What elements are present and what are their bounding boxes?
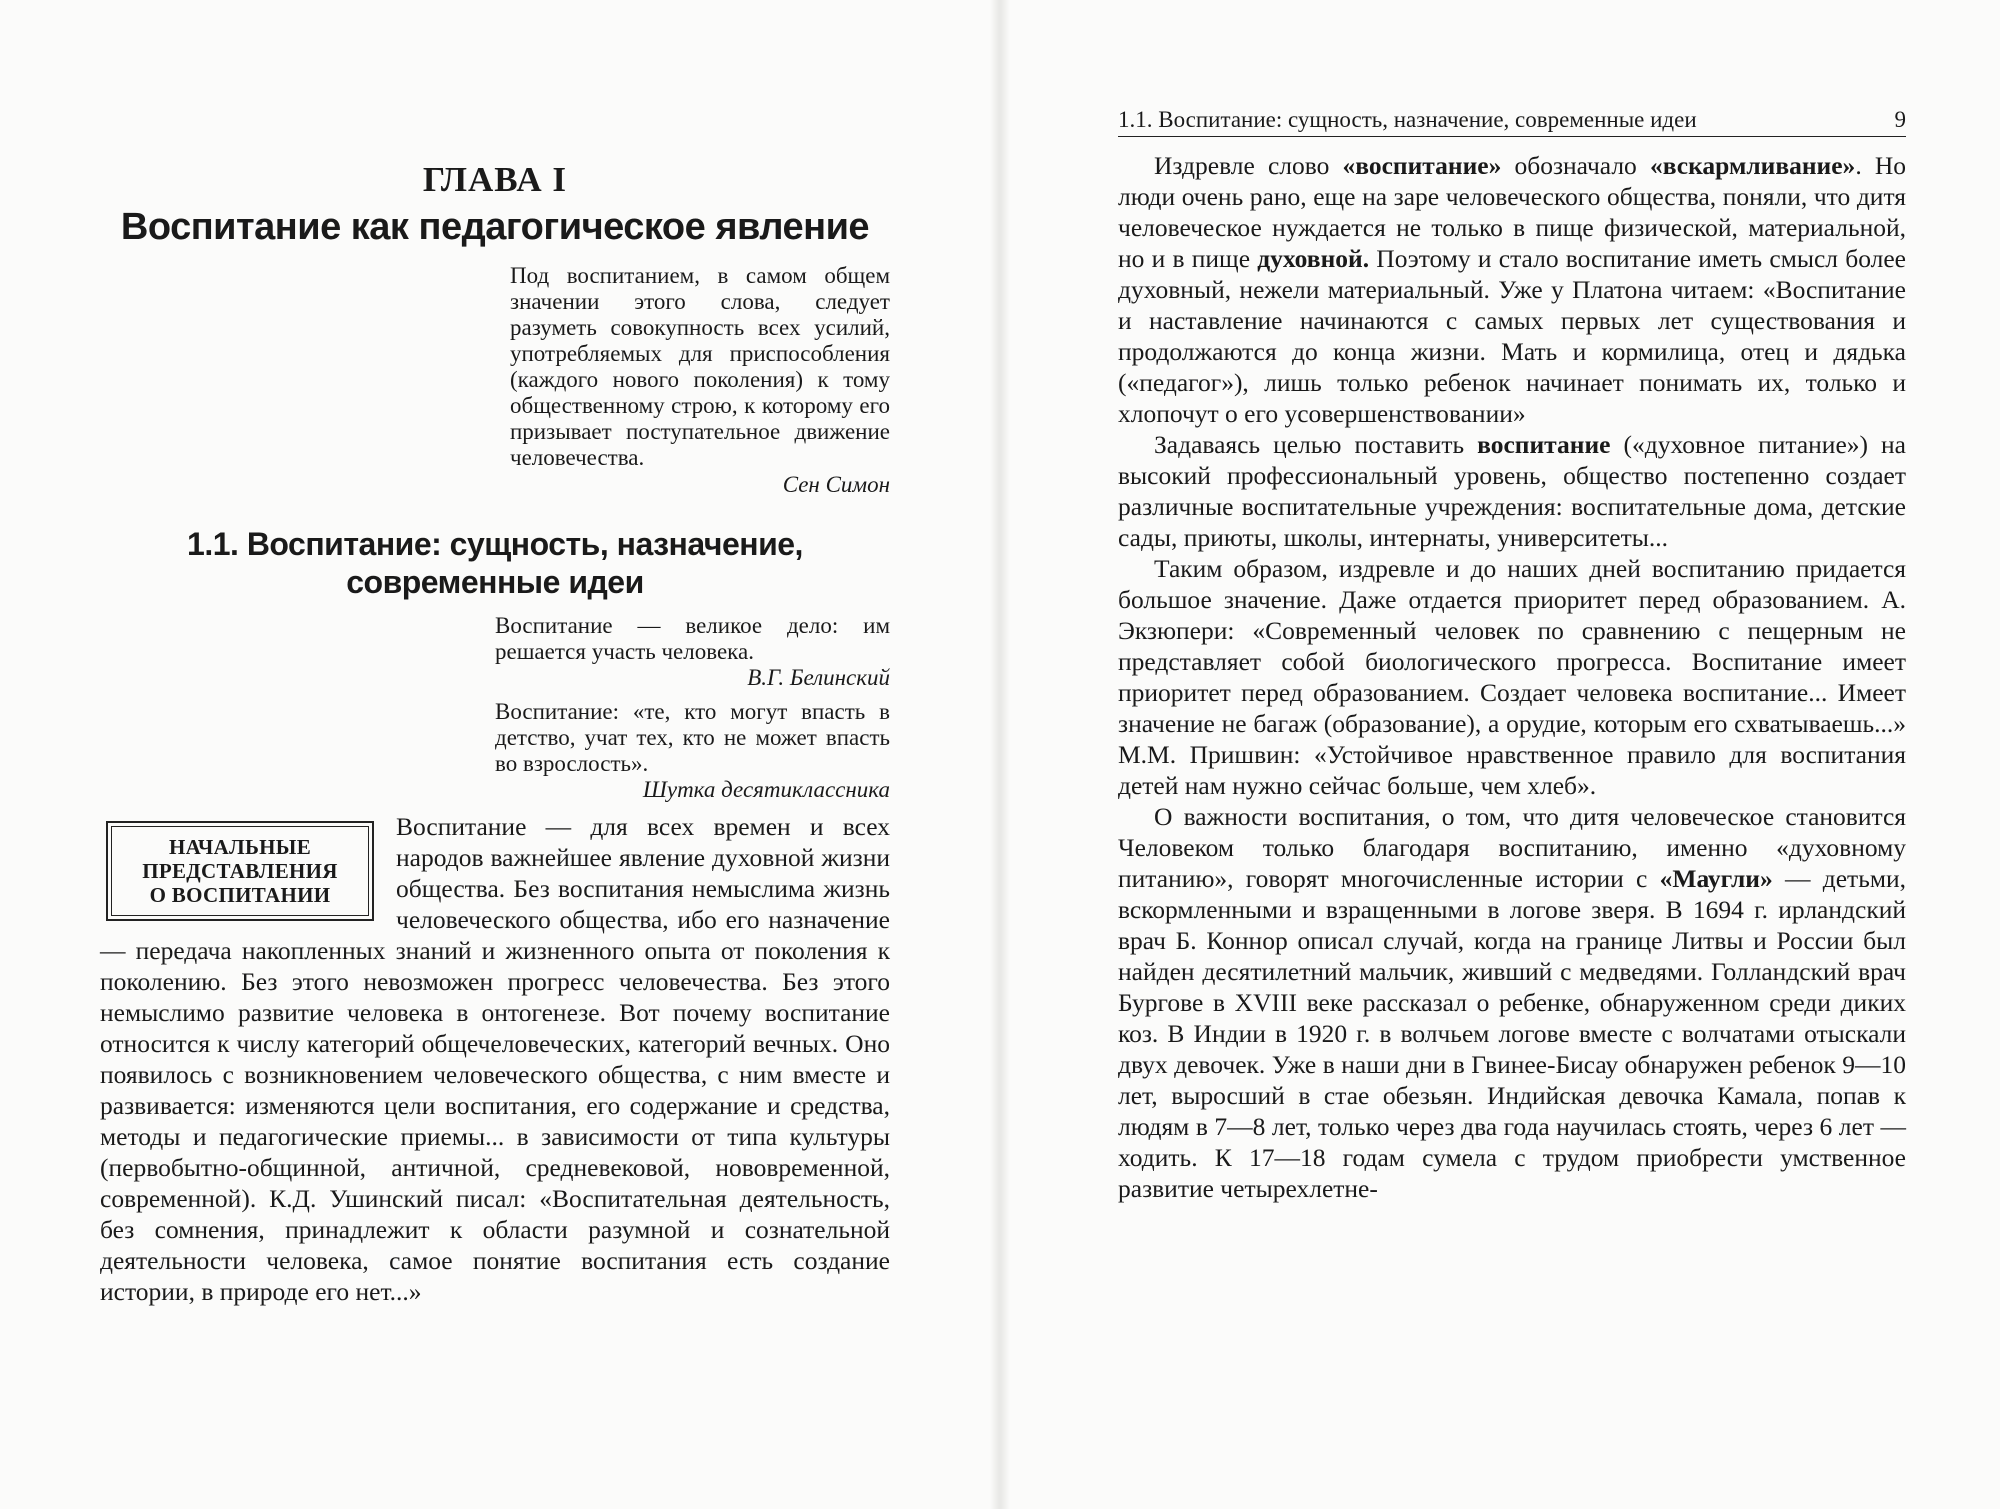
text-run: обозначало [1501,151,1650,180]
quote-author: В.Г. Белинский [747,665,890,690]
paragraph-3: Таким образом, издревле и до наших дней воспитанию придается большое значение. Даже отдается приоритет перед образованием. А. Экзюпери: «Современный человек по сравнению с пещерным не представляет собой биологического прогресса. Воспитание имеет приоритет перед образованием. Создает человека воспитание... Имеет значение не багаж (образование), а орудие, которым его схватываешь...» М.М. Пришвин: «Устойчивое нравственное правило для воспитания детей нам нужно сейчас больше, чем хлеб». [1118,554,1906,800]
paragraph-2 [1118,429,1906,553]
epigraph-text: Под воспитанием, в самом общем значении этого слова, следует разуметь совокупность всех усилий, употребляемых для приспособления (каждого нового поколения) к тому общественному строю, к которому его призывает поступательное движение человечества. [510,263,890,470]
margin-heading-line2: ПРЕДСТАВЛЕНИЯ [142,859,338,883]
paragraph-1 [1118,150,1906,429]
quote-text: Воспитание: «те, кто могут впасть в детство, учат тех, кто не может впасть во взрослость». [495,699,890,776]
bold-term: духовной. [1257,244,1370,273]
text-run: О важности воспитания, о том, что дитя человеческое становится Человеком только благодаря воспитанию, именно «духовному питанию», говорят многочисленные истории с [1118,802,1906,893]
section-title-line1: 1.1. Воспитание: сущность, назначение, [187,526,803,562]
left-body-text [100,811,890,1307]
running-head [1118,106,1906,137]
quote-text: Воспитание — великое дело: им решается участь человека. [495,613,890,664]
margin-heading-line3: О ВОСПИТАНИИ [149,883,331,907]
section-title [100,525,890,601]
epigraph-author: Сен Симон [782,472,890,497]
quote-belinsky [495,613,890,691]
margin-heading-line1: НАЧАЛЬНЫЕ [168,835,312,859]
page-number: 9 [1894,107,1906,132]
text-run: Издревле слово [1154,151,1343,180]
chapter-epigraph [510,263,890,499]
running-head-title: 1.1. Воспитание: сущность, назначение, современные идеи [1118,107,1697,132]
margin-heading-box [106,821,374,921]
text-run: Поэтому и стало воспитание иметь смысл более духовный, нежели материальный. Уже у Платона читаем: «Воспитание и наставление начинаются с самых первых лет существования и продолжаются до конца жизни. Мать и кормилица, отец и дядька («педагог»), лишь только ребенок начинает понимать их, только и хлопочут о его усовершенствовании» [1118,244,1906,428]
quote-joke [495,699,890,803]
book-gutter [990,0,1010,1509]
bold-term: воспитание [1477,430,1611,459]
text-run: — детьми, вскормленными и взращенными в логове зверя. В 1694 г. ирландский врач Б. Коннор описал случай, когда на границе Литвы и России был найден десятилетний мальчик, живший с медведями. Голландский врач Бургове в XVIII веке рассказал о ребенке, обнаруженном среди диких коз. В Индии в 1920 г. в волчьем логове вместе с волчатами отыскали двух девочек. Уже в наши дни в Гвинее-Бисау обнаружен ребенок 9—10 лет, выросший в стае обезьян. Индийская девочка Камала, попав к людям в 7—8 лет, только через два года научилась стоять, через 6 лет — ходить. К 17—18 годам сумела с трудом приобрести умственное развитие четырехлетне- [1118,864,1906,1203]
bold-term: «вскармливание» [1649,151,1856,180]
bold-term: «Маугли» [1659,864,1773,893]
chapter-title: Воспитание как педагогическое явление [120,206,870,248]
quote-author: Шутка десятиклассника [642,777,890,802]
body-paragraph: Воспитание — для всех времен и всех народов важнейшее явление духовной жизни общества. Без воспитания немыслима жизнь человеческого общества, ибо его назначение — передача накопленных знаний и жизненного опыта от поколения к поколению. Без этого невозможен прогресс человечества. Без этого немыслимо развитие человека в онтогенезе. Вот почему воспитание относится к числу категорий общечеловеческих, категорий вечных. Оно появилось с возникновением человеческого общества, с ним вместе и развивается: изменяются цели воспитания, его содержание и средства, методы и педагогические приемы... в зависимости от типа культуры (первобытно-общинной, античной, средневековой, нововременной, современной). К.Д. Ушинский писал: «Воспитательная деятельность, без сомнения, принадлежит к области разумной и сознательной деятельности человека, самое понятие воспитания есть создание истории, в природе его нет...» [100,812,890,1306]
text-run: Задаваясь целью поставить [1154,430,1478,459]
left-page-content [100,150,890,1307]
text-run: . Но люди очень рано, еще на заре человеческого общества, поняли, что дитя человеческое нуждается не только в пище физической, материальной, но и в пище [1118,151,1906,273]
section-title-line2: современные идеи [346,564,644,600]
bold-term: «воспитание» [1342,151,1502,180]
right-page-content [1118,150,1906,1204]
paragraph-4 [1118,801,1906,1204]
margin-heading [111,826,369,916]
text-run: («духовное питание») на высокий профессиональный уровень, общество постепенно создает различные воспитательные учреждения: воспитательные дома, детские сады, приюты, школы, интернаты, университеты... [1118,430,1906,552]
chapter-label: ГЛАВА I [422,160,568,199]
